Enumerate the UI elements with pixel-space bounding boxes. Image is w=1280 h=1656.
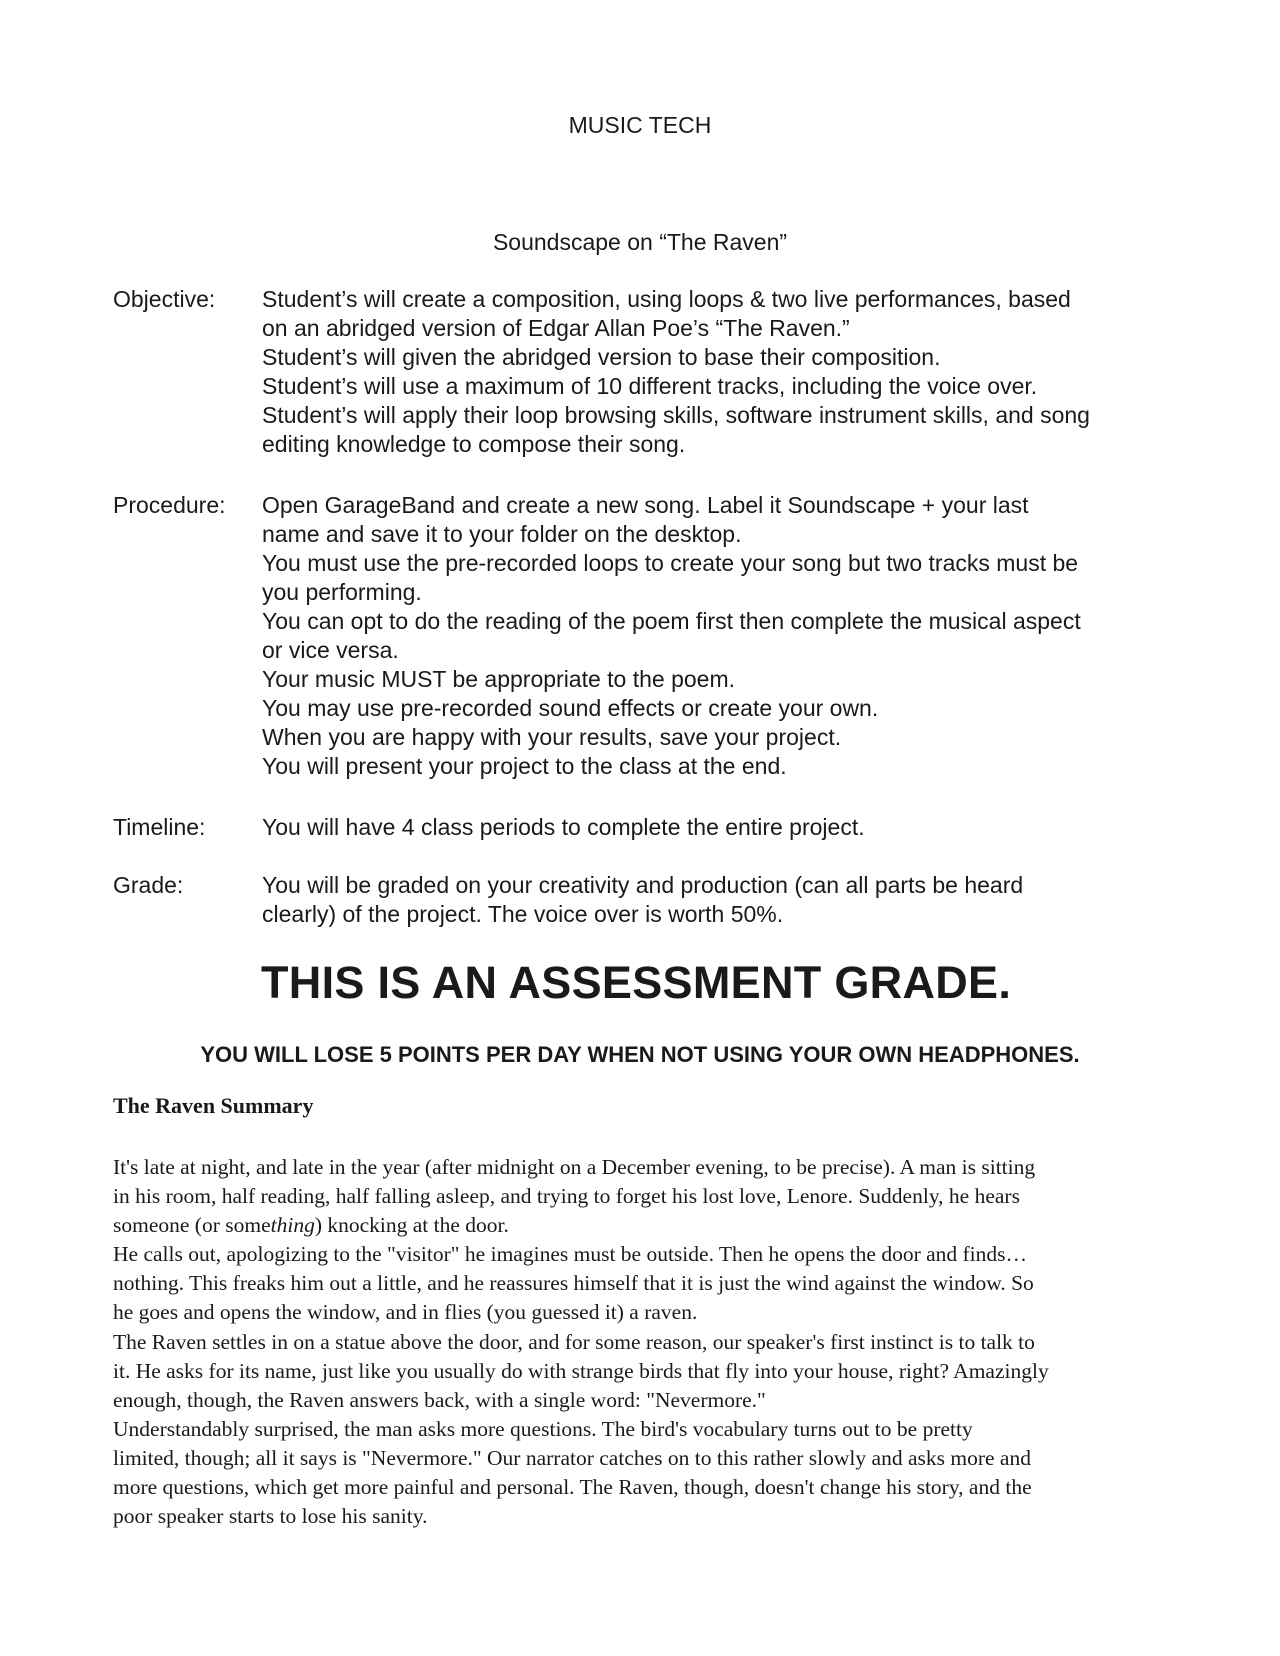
summary-line: enough, though, the Raven answers back, with a single word: "Nevermore." [113,1387,766,1412]
summary-line [113,1211,1173,1240]
headphones-notice: YOU WILL LOSE 5 POINTS PER DAY WHEN NOT USING YOUR OWN HEADPHONES. [200,1042,1080,1067]
objective-line: Student’s will create a composition, using loops & two live performances, based [262,286,1071,312]
procedure-line: You must use the pre-recorded loops to create your song but two tracks must be [262,550,1079,576]
objective-body [262,285,1182,459]
grade-line: You will be graded on your creativity and production (can all parts be heard [262,872,1024,898]
summary-line: The Raven settles in on a statue above the door, and for some reason, our speaker's first instinct is to talk to [113,1329,1035,1354]
procedure-line: Your music MUST be appropriate to the poem. [262,666,736,692]
procedure-line: you performing. [262,579,422,605]
assessment-notice: THIS IS AN ASSESSMENT GRADE. [261,957,1012,1008]
procedure-line: You will present your project to the class at the end. [262,753,787,779]
summary-line: Understandably surprised, the man asks more questions. The bird's vocabulary turns out to be pretty [113,1416,973,1441]
procedure-line: You may use pre-recorded sound effects or create your own. [262,695,879,721]
timeline-label: Timeline: [113,814,206,840]
grade-label: Grade: [113,872,184,898]
grade-line: clearly) of the project. The voice over is worth 50%. [262,901,784,927]
summary-line: nothing. This freaks him out a little, and he reassures himself that it is just the wind against the window. So [113,1271,1034,1296]
summary-line-emphasis: thing [270,1213,315,1238]
procedure-line: or vice versa. [262,637,399,663]
summary-line: poor speaker starts to lose his sanity. [113,1504,428,1529]
summary-heading: The Raven Summary [113,1093,314,1118]
procedure-line: You can opt to do the reading of the poem first then complete the musical aspect [262,608,1081,634]
summary-line: it. He asks for its name, just like you usually do with strange birds that fly into your house, right? Amazingly [113,1358,1049,1383]
timeline-body [262,813,1182,842]
summary-line: more questions, which get more painful and personal. The Raven, though, doesn't change his story, and the [113,1475,1032,1500]
summary-line: He calls out, apologizing to the "visitor" he imagines must be outside. Then he opens the door and finds… [113,1242,1028,1267]
project-title: Soundscape on “The Raven” [492,229,788,255]
summary-line: he goes and opens the window, and in flies (you guessed it) a raven. [113,1300,698,1325]
timeline-line: You will have 4 class periods to complete the entire project. [262,814,865,840]
course-title: MUSIC TECH [568,112,712,138]
objective-line: on an abridged version of Edgar Allan Poe’s “The Raven.” [262,315,850,341]
summary-line-part: ) knocking at the door. [314,1213,509,1238]
procedure-line: When you are happy with your results, save your project. [262,724,842,750]
objective-line: Student’s will use a maximum of 10 different tracks, including the voice over. [262,373,1038,399]
summary-line: It's late at night, and late in the year (after midnight on a December evening, to be precise). A man is sitting [113,1155,1036,1179]
grade-body [262,871,1182,929]
procedure-label: Procedure: [113,492,226,518]
objective-label: Objective: [113,286,216,312]
summary-line: limited, though; all it says is "Nevermore." Our narrator catches on to this rather slowly and asks more and [113,1445,1031,1470]
summary-body [113,1153,1173,1531]
summary-line-part: someone (or some [113,1213,271,1238]
objective-line: Student’s will apply their loop browsing skills, software instrument skills, and song [262,402,1090,428]
procedure-body [262,491,1182,781]
procedure-line: Open GarageBand and create a new song. Label it Soundscape + your last [262,492,1029,518]
procedure-line: name and save it to your folder on the desktop. [262,521,742,547]
objective-line: editing knowledge to compose their song. [262,431,686,457]
summary-line: in his room, half reading, half falling asleep, and trying to forget his lost love, Lenore. Suddenly, he hears [113,1184,1020,1209]
objective-line: Student’s will given the abridged version to base their composition. [262,344,941,370]
